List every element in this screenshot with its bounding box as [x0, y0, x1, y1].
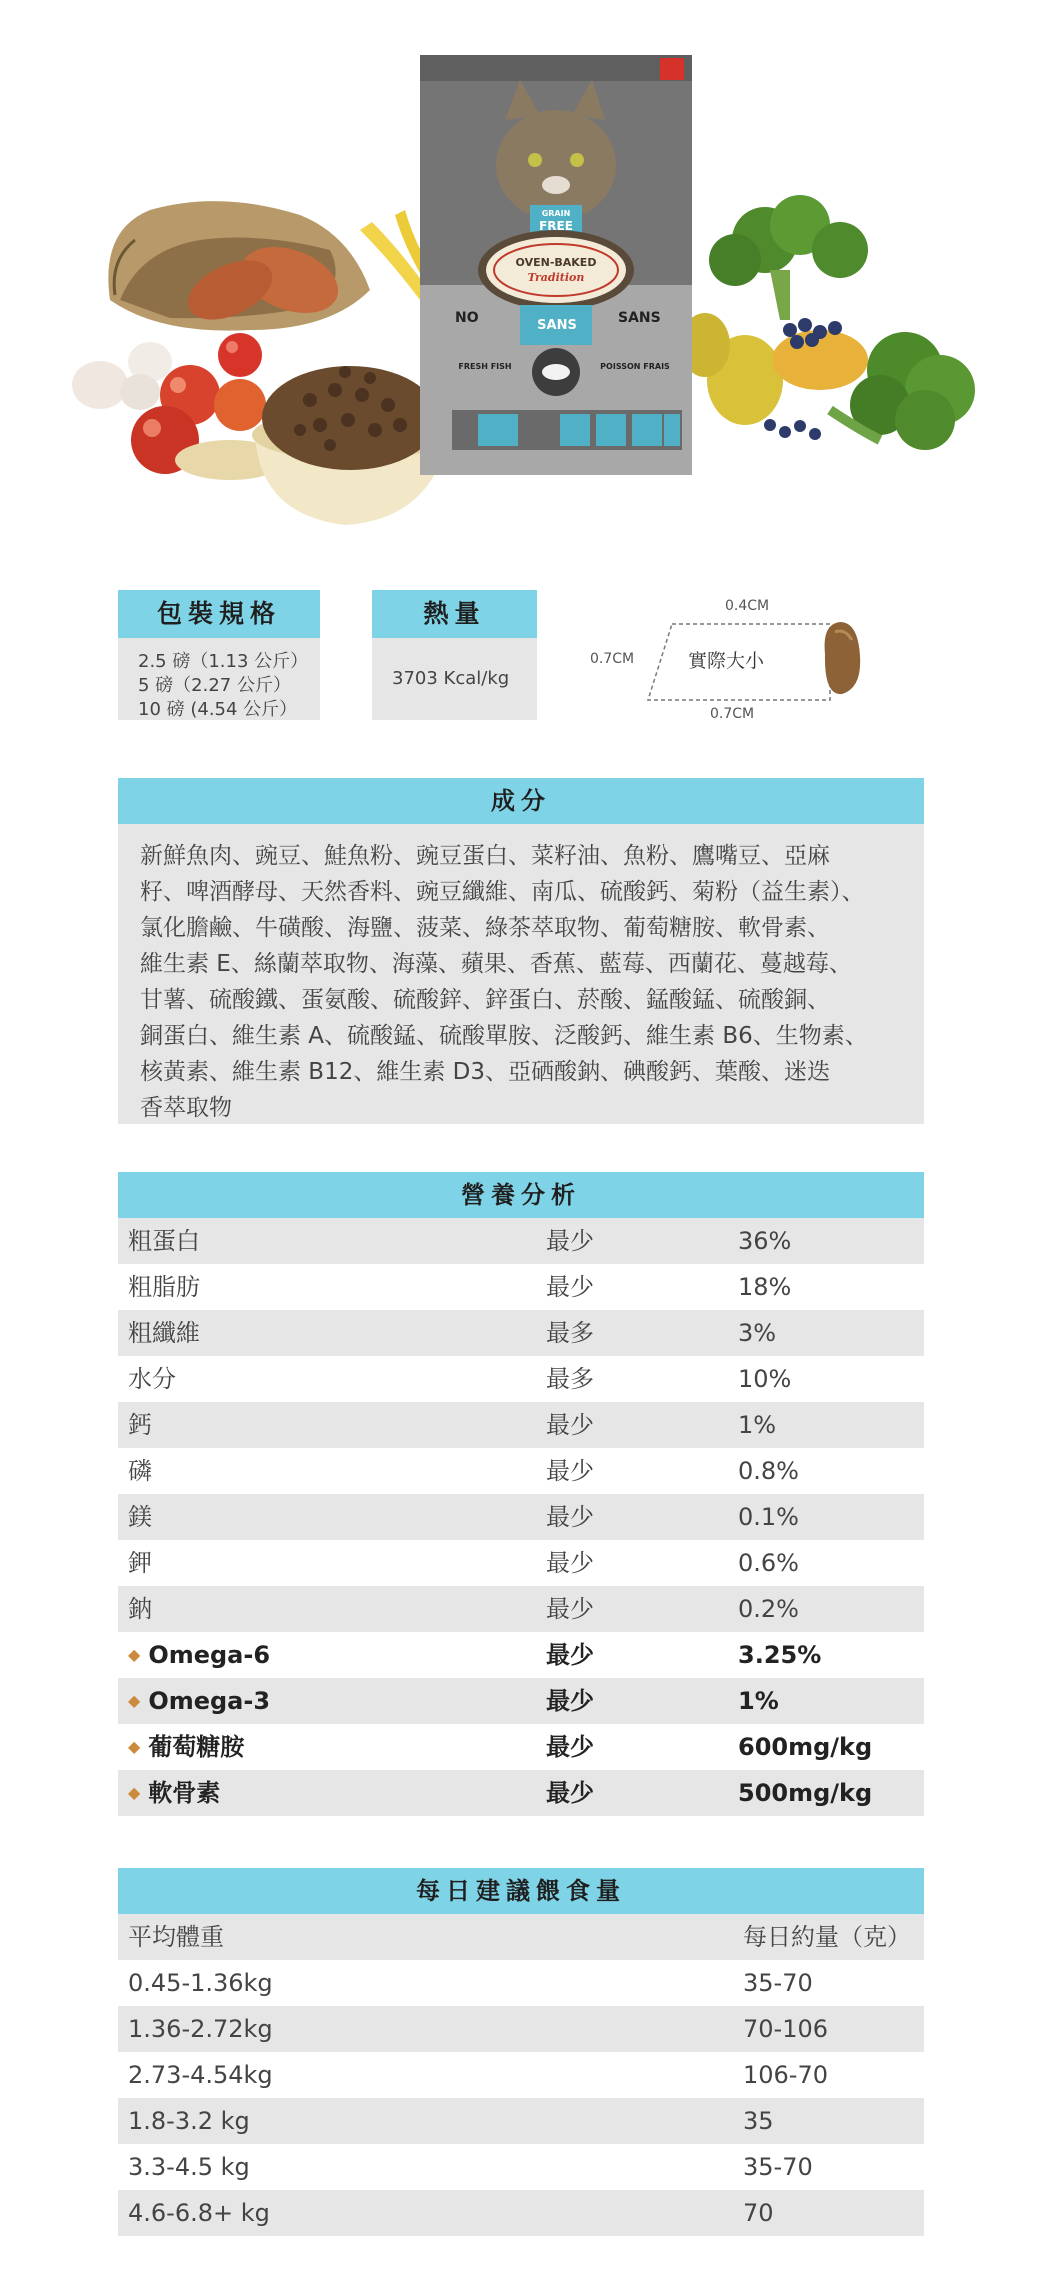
feeding-title: 每日建議餵食量 — [118, 1868, 924, 1914]
feeding-row: 0.45-1.36kg 35-70 — [128, 1969, 813, 1997]
nutrition-row: 水分 最多 10% — [128, 1365, 792, 1393]
ingredients-line: 香萃取物 — [140, 1095, 232, 1121]
diamond-bullet-icon: ◆ — [128, 1645, 141, 1664]
package-poisson-frais: POISSON FRAIS — [600, 362, 670, 371]
kibble-size-diagram — [590, 596, 870, 726]
packaging-box — [118, 590, 320, 720]
diamond-bullet-icon: ◆ — [128, 1737, 141, 1756]
ingredients-title: 成分 — [118, 778, 924, 824]
package-fresh-fish: FRESH FISH — [458, 362, 512, 371]
ingredients-line: 甘薯、硫酸鐵、蛋氨酸、硫酸鋅、鋅蛋白、菸酸、錳酸錳、硫酸銅、 — [140, 987, 830, 1013]
feeding-section — [118, 1868, 924, 2236]
nutrition-title: 營養分析 — [118, 1172, 924, 1218]
feeding-row: 3.3-4.5 kg 35-70 — [128, 2153, 813, 2181]
packaging-size: 2.5 磅（1.13 公斤） — [138, 651, 309, 672]
ingredients-text — [118, 824, 924, 1124]
calories-value: 3703 Kcal/kg — [372, 638, 537, 720]
feeding-row: 1.8-3.2 kg 35 — [118, 2098, 924, 2144]
ingredients-line: 維生素 E、絲蘭萃取物、海藻、蘋果、香蕉、藍莓、西蘭花、蔓越莓、 — [140, 951, 852, 977]
packaging-title: 包裝規格 — [118, 590, 320, 638]
nutrition-row: 鉀 最少 0.6% — [128, 1549, 799, 1577]
packaging-sizes — [118, 638, 320, 720]
package-sans-badge: SANS — [537, 318, 577, 333]
feeding-row: 2.73-4.54kg 106-70 — [128, 2061, 829, 2089]
ingredients-line: 新鮮魚肉、豌豆、鮭魚粉、豌豆蛋白、菜籽油、魚粉、鷹嘴豆、亞麻 — [140, 843, 830, 869]
nutrition-row-highlight: ◆ Omega-3 最少 1% — [118, 1678, 924, 1724]
nutrition-row: 粗脂肪 最少 18% — [128, 1273, 792, 1301]
nutrition-row-highlight: ◆ Omega-6 最少 3.25% — [128, 1641, 822, 1669]
kibble-top-dimension: 0.4CM — [725, 598, 770, 614]
kibble-bottom-dimension: 0.7CM — [710, 706, 755, 722]
package-no-label: NO — [455, 310, 479, 326]
nutrition-row: 粗纖維 最多 3% — [118, 1310, 924, 1356]
nutrition-row-highlight: ◆ 葡萄糖胺 最少 600mg/kg — [128, 1733, 873, 1761]
nutrition-row: 鈣 最少 1% — [118, 1402, 924, 1448]
feeding-header-row: 平均體重 每日約量（克） — [118, 1914, 924, 1960]
package-brand-logo: OVEN-BAKED Tradition — [515, 256, 597, 284]
packaging-size: 10 磅 (4.54 公斤） — [138, 699, 298, 720]
package-grain-free: GRAIN FREE — [539, 209, 573, 233]
packaging-size: 5 磅（2.27 公斤） — [138, 675, 291, 696]
package-sans-label: SANS — [618, 310, 661, 326]
calories-box — [372, 590, 537, 720]
ingredients-line: 籽、啤酒酵母、天然香料、豌豆纖維、南瓜、硫酸鈣、菊粉（益生素）、 — [140, 879, 865, 905]
calories-title: 熱量 — [372, 590, 537, 638]
nutrition-row: 粗蛋白 最少 36% — [118, 1218, 924, 1264]
ingredients-line: 銅蛋白、維生素 A、硫酸錳、硫酸單胺、泛酸鈣、維生素 B6、生物素、 — [140, 1023, 868, 1049]
nutrition-row: 鎂 最少 0.1% — [118, 1494, 924, 1540]
product-hero — [0, 0, 1042, 560]
nutrition-section — [118, 1172, 924, 1816]
feeding-row: 1.36-2.72kg 70-106 — [118, 2006, 924, 2052]
nutrition-row: 鈉 最少 0.2% — [118, 1586, 924, 1632]
kibble-left-dimension: 0.7CM — [590, 651, 635, 667]
vegetables-image — [680, 195, 975, 450]
ingredients-line: 氯化膽鹼、牛磺酸、海鹽、菠菜、綠茶萃取物、葡萄糖胺、軟骨素、 — [140, 915, 830, 941]
ingredients-section — [118, 778, 924, 1124]
nutrition-row-highlight: ◆ 軟骨素 最少 500mg/kg — [118, 1770, 924, 1816]
diamond-bullet-icon: ◆ — [128, 1691, 141, 1710]
nutrition-row: 磷 最少 0.8% — [128, 1457, 799, 1485]
ingredients-line: 核黃素、維生素 B12、維生素 D3、亞硒酸鈉、碘酸鈣、葉酸、迷迭 — [140, 1059, 831, 1085]
feeding-row: 4.6-6.8+ kg 70 — [118, 2190, 924, 2236]
kibble-actual-size-label: 實際大小 — [688, 650, 765, 672]
diamond-bullet-icon: ◆ — [128, 1783, 141, 1802]
